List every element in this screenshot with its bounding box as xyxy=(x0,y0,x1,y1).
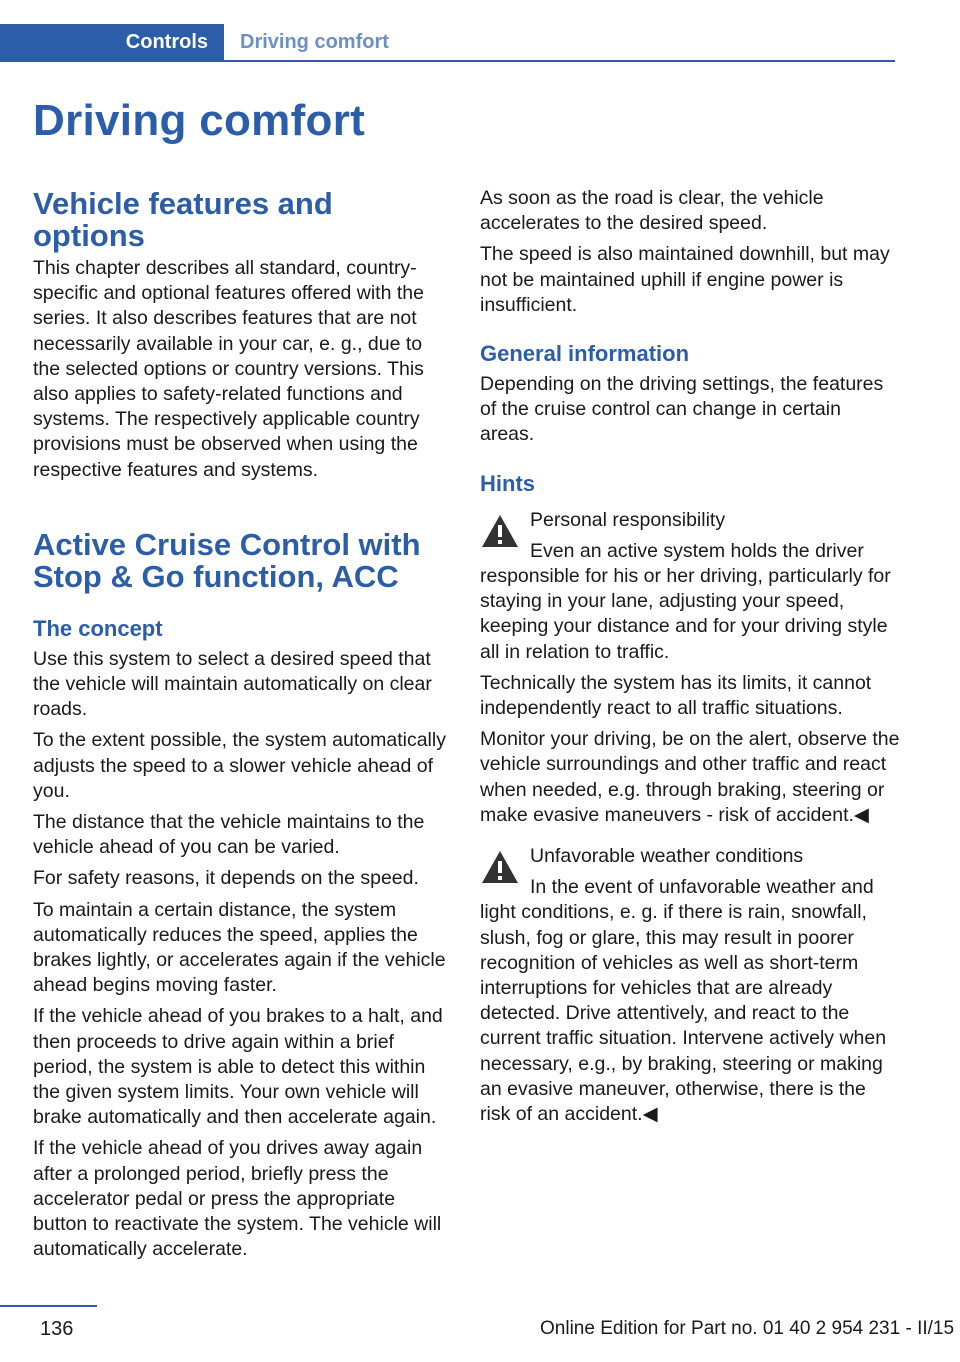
heading-vehicle-features: Vehicle features and options xyxy=(33,186,333,253)
paragraph-accelerates: As soon as the road is clear, the vehicle accelerates to the desired speed. xyxy=(480,187,824,235)
paragraph-concept-1: Use this system to select a desired speed that the vehicle will maintain automatically on clear roads. xyxy=(33,647,432,721)
footer-rule xyxy=(0,1305,97,1307)
warning-text-1: In the event of unfavorable weather and light conditions, e. g. if there is rain, snowfall, slush, fog or glare, this may result in poorer recognition of vehicles as well as short-term interruptions for vehicles that are already detected. Drive attentively, and react to the current traffic situation. Intervene actively when necessary, e.g., by braking, steering or making an evasive maneuver, otherwise, there is the risk of an accident.◀ xyxy=(480,876,887,1126)
heading-acc: Active Cruise Control with Stop & Go function, ACC xyxy=(33,526,421,594)
paragraph-general-information: Depending on the driving settings, the features of the cruise control can change in certain areas. xyxy=(480,373,884,446)
warning-personal-responsibility xyxy=(480,508,900,665)
warning-title: Unfavorable weather conditions xyxy=(530,845,804,868)
page-number: 136 xyxy=(40,1318,74,1340)
warning-triangle-icon xyxy=(480,849,520,885)
page-title: Driving comfort xyxy=(33,96,366,145)
heading-general-information: General information xyxy=(480,341,690,367)
left-column xyxy=(33,180,451,1263)
paragraph-concept-7: If the vehicle ahead of you drives away again after a prolonged period, briefly press the accelerator pedal or press the appropriate button to reactivate the system. The vehicle will automatically accelerate. xyxy=(33,1137,442,1261)
warning-text-1: Even an active system holds the driver responsible for his or her driving, particularly for staying in your lane, adjusting your speed, keeping your distance and for your driving style all in relation to traffic. xyxy=(480,539,891,663)
warning-title: Personal responsibility xyxy=(530,508,726,531)
paragraph-concept-6: If the vehicle ahead of you brakes to a halt, and then proceeds to drive again within a brief period, the system is able to detect this within the given system limits. Your own vehicle will brake automatically and then accelerate again. xyxy=(33,1005,443,1129)
warning-unfavorable-weather xyxy=(480,844,900,1127)
paragraph-concept-5: To maintain a certain distance, the system automatically reduces the speed, applies the brakes lightly, or accelerates again if the vehicle ahead begins moving faster. xyxy=(33,898,446,997)
warning-text-3: Monitor your driving, be on the alert, observe the vehicle surroundings and other traffic and react when needed, e.g. through braking, steering or make evasive maneuvers - risk of accident.◀ xyxy=(480,728,900,826)
section-tab: Driving comfort xyxy=(240,30,389,53)
right-column xyxy=(480,180,900,1127)
heading-the-concept: The concept xyxy=(33,615,163,641)
paragraph-concept-4: For safety reasons, it depends on the speed. xyxy=(33,867,419,890)
paragraph-concept-3: The distance that the vehicle maintains to the vehicle ahead of you can be varied. xyxy=(33,811,425,859)
paragraph-vehicle-features: This chapter describes all standard, country-specific and optional features offered with the series. It also describes features that are not necessarily available in your car, e. g., due to the selected options or country versions. This also applies to safety-related functions and systems. The respectively applicable country provisions must be observed when using the respective features and systems. xyxy=(33,257,424,481)
warning-triangle-icon xyxy=(480,513,520,549)
edition-info: Online Edition for Part no. 01 40 2 954 231 - II/15 xyxy=(540,1318,955,1339)
chapter-tab: Controls xyxy=(0,24,224,60)
paragraph-concept-2: To the extent possible, the system automatically adjusts the speed to a slower vehicle ahead of you. xyxy=(33,729,446,802)
heading-hints: Hints xyxy=(480,470,535,496)
page-header xyxy=(0,24,895,62)
warning-text-2: Technically the system has its limits, it cannot independently react to all traffic situations. xyxy=(480,671,872,720)
header-rule xyxy=(0,60,895,62)
paragraph-downhill: The speed is also maintained downhill, but may not be maintained uphill if engine power is insufficient. xyxy=(480,243,890,316)
